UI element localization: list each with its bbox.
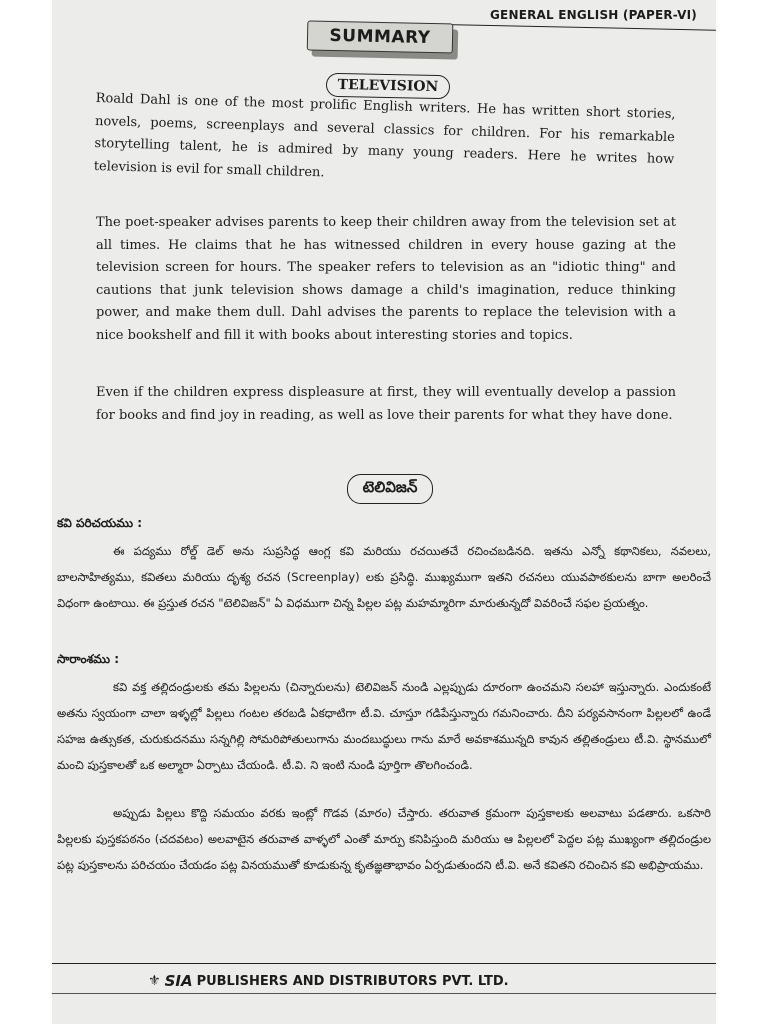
poet-intro-heading: కవి పరిచయము :: [57, 516, 142, 530]
publisher-logo-icon: ⚜: [148, 973, 161, 989]
publisher-footer: [148, 972, 509, 990]
english-paragraph-2: The poet-speaker advises parents to keep their children away from the television set at all times. He claims that he has witnessed children in every house gazing at the television screen for hours. The speaker refers to television as an "idiotic thing" and cautions that junk television shows damage a child's imagination, reduce thinking power, and make them dull. Dahl advises the parents to replace the television with a nice bookshelf and fill it with books about interesting stories and topics.: [96, 215, 676, 343]
english-paragraph-3: Even if the children express displeasure at first, they will eventually develop a passion for books and find joy in reading, as well as love their parents for what they have done.: [96, 385, 676, 423]
footer-rule: [52, 963, 716, 964]
section-title: SUMMARY: [307, 20, 454, 53]
telugu-summary-paragraph-1: కవి వక్త తల్లిదండ్రులకు తమ పిల్లలను (చిన్నారులను) టెలివిజన్ నుండి ఎల్లప్పుడు దూరంగా ఉంచమని సలహా ఇస్తున్నారు. ఎందుకంటే అతను స్వయంగా చాలా ఇళ్ళల్లో పిల్లలు గంటల తరబడి ఏకధాటిగా టీ.వి. చూస్తూ గడిపేస్తున్నారు గమనించారు. దీని పర్యవసానంగా పిల్లలలో ఉండే సహజ ఉత్సుకత, చురుకుదనము సన్నగిల్లి సోమరిపోతులుగాను మందబుద్ధులు గాను మారే అవకాశమున్నది కావున తల్లితండ్రులు టీ.వి. స్థానములో మంచి పుస్తకాలతో ఒక అల్మారా ఏర్పాటు చేయండి. టీ.వి. ని ఇంటి నుండి పూర్తిగా తొలగించండి.: [57, 680, 711, 772]
publisher-name: PUBLISHERS AND DISTRIBUTORS PVT. LTD.: [196, 973, 509, 989]
footer-underline: [52, 993, 716, 994]
paper-label: GENERAL ENGLISH (PAPER-VI): [490, 8, 697, 22]
poet-intro-text: ఈ పద్యము రోల్డ్ డెల్ అను సుప్రసిద్ధ ఆంగ్ల కవి మరియు రచయితచే రచించబడినది. ఇతను ఎన్నో కథానికలు, నవలలు, బాలసాహిత్యము, కవితలు మరియు దృశ్య రచన (Screenplay) లకు ప్రసిద్ధి. ముఖ్యముగా ఇతని రచనలు యువపాఠకులను బాగా అలరించే విధంగా ఉంటాయి. ఈ ప్రస్తుత రచన "టెలివిజన్" ఏ విధముగా చిన్న పిల్లల పట్ల మహమ్మారిగా మారుతున్నదో వివరించే సఫల ప్రయత్నం.: [57, 544, 711, 610]
english-title: TELEVISION: [326, 73, 450, 100]
summary-heading: సారాంశము :: [57, 652, 119, 666]
english-paragraph-1: Roald Dahl is one of the most prolific English writers. He has written short stories, novels, poems, screenplays and several classics for children. For his remarkable storytelling talent, he is admired by many young readers. Here he writes how television is evil for small children.: [93, 90, 676, 180]
telugu-summary-paragraph-2: అప్పుడు పిల్లలు కొద్ది సమయం వరకు ఇంట్లో గొడవ (మారం) చేస్తారు. తరువాత క్రమంగా పుస్తకాలకు అలవాటు పడతారు. ఒకసారి పిల్లలకు పుస్తకపఠనం (చదవటం) అలవాటైన తరువాత వాళ్ళలో ఎంతో మార్పు కనిపిస్తుంది మరియు ఆ పిల్లలలో పెద్దల పట్ల ముఖ్యంగా తల్లిదండ్రుల పట్ల పుస్తకాలను పరిచయం చేయడం పట్ల వినయముతో కూడుకున్న కృతజ్ఞతాభావం ఏర్పడుతుందని టీ.వి. అనే కవితని రచించిన కవి అభిప్రాయము.: [57, 806, 711, 872]
publisher-brand: SIA: [164, 972, 193, 990]
telugu-title: టెలివిజన్: [347, 474, 433, 504]
document-page: [52, 0, 716, 1024]
section-title-box: [307, 20, 458, 57]
